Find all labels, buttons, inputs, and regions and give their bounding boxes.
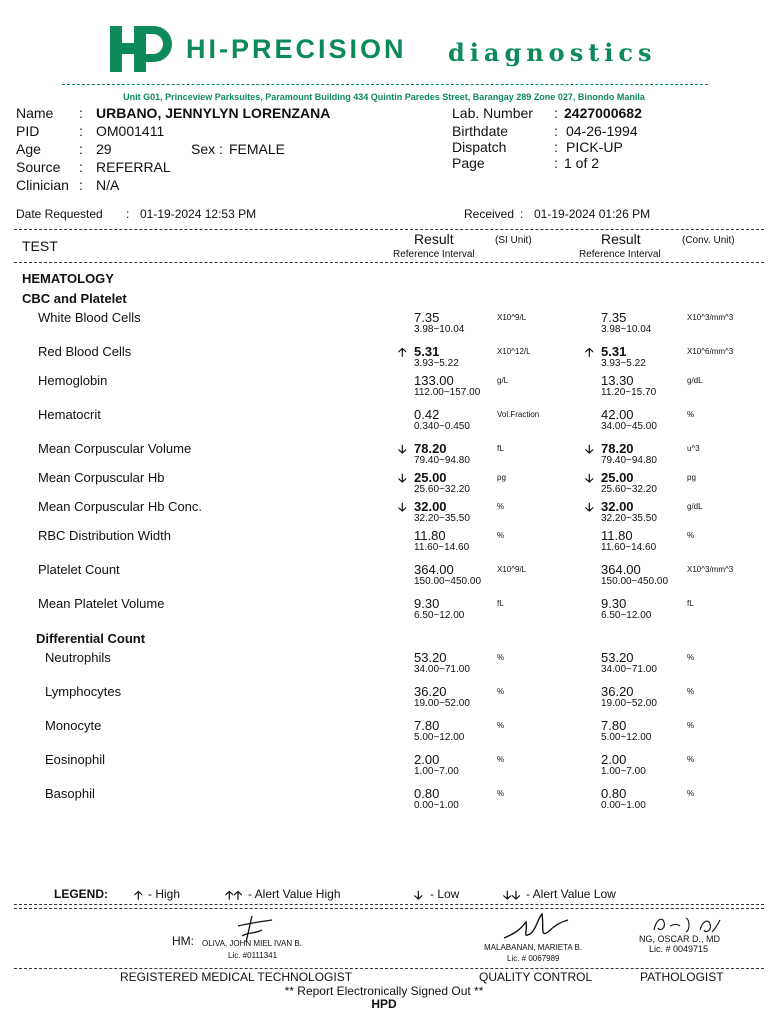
colon: :	[126, 207, 130, 221]
medtech-license: Lic. #0111341	[228, 951, 278, 960]
patient-sex: FEMALE	[229, 141, 286, 157]
test-name: Mean Corpuscular Hb Conc.	[38, 499, 203, 514]
si-reference-interval: 0.00~1.00	[414, 800, 459, 811]
test-name: RBC Distribution Width	[38, 528, 171, 543]
clinician-label: Clinician	[16, 177, 69, 193]
si-unit: g/L	[497, 376, 509, 385]
conv-ref-header: Reference Interval	[579, 249, 661, 260]
conv-result-value: 5.31	[601, 344, 627, 359]
test-name: Mean Corpuscular Volume	[38, 441, 192, 456]
lab-address: Unit G01, Princeview Parksuites, Paramount Building 434 Quintin Paredes Street, Barangay 289 Zone 027, Binondo Manila	[123, 92, 645, 102]
birthdate: 04-26-1994	[566, 123, 638, 139]
si-reference-interval: 34.00~71.00	[414, 664, 470, 675]
conv-reference-interval: 3.93~5.22	[601, 358, 646, 369]
medtech-role: REGISTERED MEDICAL TECHNOLOGIST	[120, 970, 353, 984]
conv-reference-interval: 32.20~35.50	[601, 513, 657, 524]
si-reference-interval: 112.00~157.00	[414, 387, 481, 398]
conv-reference-interval: 150.00~450.00	[601, 576, 669, 587]
si-unit-header: (SI Unit)	[495, 235, 532, 246]
birthdate-label: Birthdate	[452, 123, 509, 139]
section-cbc: CBC and Platelet	[22, 291, 127, 306]
conv-result-value: 25.00	[601, 470, 634, 485]
si-reference-interval: 19.00~52.00	[414, 698, 470, 709]
test-name: Mean Platelet Volume	[38, 596, 165, 611]
sex-label: Sex :	[191, 141, 223, 157]
conv-unit-header: (Conv. Unit)	[682, 235, 735, 246]
conv-reference-interval: 11.60~14.60	[601, 542, 657, 553]
si-unit: %	[497, 502, 505, 511]
colon: :	[554, 123, 558, 139]
medtech-name: OLIVA, JOHN MIEL IVAN B.	[202, 939, 302, 948]
pathologist-license: Lic. # 0049715	[649, 944, 709, 954]
si-result-value: 364.00	[414, 562, 454, 577]
test-name: Basophil	[45, 786, 95, 801]
si-result-value: 5.31	[414, 344, 440, 359]
conv-result-value: 53.20	[601, 650, 634, 665]
si-unit: X10^12/L	[497, 347, 531, 356]
conv-unit: X10^6/mm^3	[687, 347, 734, 356]
test-name: Lymphocytes	[45, 684, 122, 699]
lab-number: 2427000682	[564, 105, 642, 121]
colon: :	[79, 105, 83, 121]
received-label: Received	[464, 207, 515, 221]
conv-result-value: 32.00	[601, 499, 634, 514]
pathologist-role: PATHOLOGIST	[640, 970, 724, 984]
conv-reference-interval: 3.98~10.04	[601, 324, 652, 335]
conv-reference-interval: 34.00~71.00	[601, 664, 657, 675]
age-label: Age	[16, 141, 41, 157]
conv-result-value: 7.35	[601, 310, 627, 325]
table-header-divider	[14, 262, 764, 263]
legend-alert-low: - Alert Value Low	[526, 887, 616, 901]
si-reference-interval: 11.60~14.60	[414, 542, 470, 553]
conv-unit: %	[687, 653, 695, 662]
brand-name: HI-PRECISION	[186, 34, 407, 64]
si-reference-interval: 0.340~0.450	[414, 421, 470, 432]
colon: :	[520, 207, 524, 221]
footer-code: HPD	[371, 997, 397, 1011]
si-reference-interval: 79.40~94.80	[414, 455, 470, 466]
conv-unit: X10^3/mm^3	[687, 565, 734, 574]
conv-result-value: 0.80	[601, 786, 627, 801]
conv-unit: fL	[687, 599, 694, 608]
low-flag-icon: 🡣	[585, 442, 594, 456]
si-unit: fL	[497, 444, 504, 453]
si-result-value: 11.80	[414, 528, 446, 543]
pathologist-signature	[650, 912, 722, 936]
conv-reference-interval: 1.00~7.00	[601, 766, 646, 777]
lab-number-label: Lab. Number	[452, 105, 533, 121]
si-result-header: Result	[414, 231, 454, 247]
conv-unit: pg	[687, 473, 696, 482]
conv-unit: %	[687, 789, 695, 798]
page-number: 1 of 2	[564, 155, 600, 171]
si-unit: fL	[497, 599, 504, 608]
low-flag-icon: 🡣	[585, 471, 594, 485]
si-unit: %	[497, 721, 505, 730]
received-date: 01-19-2024 01:26 PM	[534, 207, 651, 221]
high-arrow-icon: 🡡	[134, 888, 143, 902]
patient-age: 29	[96, 141, 112, 157]
legend-high: - High	[148, 887, 181, 901]
conv-result-header: Result	[601, 231, 641, 247]
colon: :	[554, 139, 558, 155]
colon: :	[554, 155, 558, 171]
low-arrow-icon: 🡣	[414, 888, 423, 902]
si-result-value: 78.20	[414, 441, 447, 456]
dispatch-label: Dispatch	[452, 139, 507, 155]
si-unit: %	[497, 531, 505, 540]
conv-result-value: 11.80	[601, 528, 633, 543]
test-name: Red Blood Cells	[38, 344, 132, 359]
pathologist-name: NG, OSCAR D., MD	[639, 934, 721, 944]
si-reference-interval: 1.00~7.00	[414, 766, 459, 777]
si-reference-interval: 5.00~12.00	[414, 732, 465, 743]
conv-reference-interval: 6.50~12.00	[601, 610, 652, 621]
colon: :	[79, 159, 83, 175]
si-reference-interval: 3.98~10.04	[414, 324, 465, 335]
si-reference-interval: 150.00~450.00	[414, 576, 482, 587]
si-result-value: 133.00	[414, 373, 454, 388]
header-divider	[62, 84, 708, 85]
test-name: White Blood Cells	[38, 310, 141, 325]
si-reference-interval: 32.20~35.50	[414, 513, 470, 524]
si-reference-interval: 3.93~5.22	[414, 358, 459, 369]
test-name: Hemoglobin	[38, 373, 108, 388]
test-name: Monocyte	[45, 718, 102, 733]
conv-unit: X10^3/mm^3	[687, 313, 734, 322]
conv-result-value: 2.00	[601, 752, 627, 767]
conv-result-value: 9.30	[601, 596, 627, 611]
si-unit: %	[497, 653, 505, 662]
test-name: Neutrophils	[45, 650, 111, 665]
conv-result-value: 36.20	[601, 684, 634, 699]
electronic-signature-note: ** Report Electronically Signed Out **	[284, 984, 484, 998]
si-result-value: 36.20	[414, 684, 447, 699]
conv-unit: %	[687, 755, 695, 764]
conv-reference-interval: 0.00~1.00	[601, 800, 646, 811]
si-result-value: 0.42	[414, 407, 440, 422]
si-result-value: 0.80	[414, 786, 440, 801]
conv-reference-interval: 79.40~94.80	[601, 455, 657, 466]
conv-reference-interval: 11.20~15.70	[601, 387, 657, 398]
name-label: Name	[16, 105, 54, 121]
low-flag-icon: 🡣	[398, 500, 407, 514]
section-differential: Differential Count	[36, 631, 146, 646]
si-result-value: 2.00	[414, 752, 440, 767]
si-result-value: 9.30	[414, 596, 440, 611]
pid-label: PID	[16, 123, 40, 139]
si-result-value: 25.00	[414, 470, 447, 485]
conv-unit: g/dL	[687, 376, 703, 385]
si-unit: %	[497, 755, 505, 764]
hm-label: HM:	[172, 934, 194, 948]
conv-reference-interval: 34.00~45.00	[601, 421, 657, 432]
alert-low-arrow-icon: 🡣🡣	[503, 888, 521, 902]
signature-divider	[14, 968, 764, 969]
hpd-logo-icon	[108, 24, 172, 74]
si-unit: %	[497, 789, 505, 798]
conv-result-value: 13.30	[601, 373, 634, 388]
conv-unit: u^3	[687, 444, 700, 453]
si-reference-interval: 6.50~12.00	[414, 610, 465, 621]
si-reference-interval: 25.60~32.20	[414, 484, 470, 495]
legend-divider-1	[14, 904, 764, 905]
low-flag-icon: 🡣	[585, 500, 594, 514]
conv-reference-interval: 25.60~32.20	[601, 484, 657, 495]
si-unit: pg	[497, 473, 506, 482]
si-unit: %	[497, 687, 505, 696]
page-label: Page	[452, 155, 485, 171]
legend-alert-high: - Alert Value High	[248, 887, 341, 901]
test-name: Mean Corpuscular Hb	[38, 470, 165, 485]
si-unit: X10^9/L	[497, 565, 527, 574]
test-name: Platelet Count	[38, 562, 120, 577]
legend-title: LEGEND:	[54, 887, 108, 901]
patient-pid: OM001411	[96, 123, 165, 139]
colon: :	[554, 105, 558, 121]
conv-unit: %	[687, 721, 695, 730]
conv-result-value: 364.00	[601, 562, 641, 577]
conv-reference-interval: 19.00~52.00	[601, 698, 657, 709]
test-column-header: TEST	[22, 238, 58, 254]
test-name: Hematocrit	[38, 407, 101, 422]
conv-reference-interval: 5.00~12.00	[601, 732, 652, 743]
colon: :	[79, 177, 83, 193]
alert-high-arrow-icon: 🡡🡡	[225, 888, 243, 902]
source-label: Source	[16, 159, 61, 175]
table-top-divider	[14, 229, 764, 230]
qc-license: Lic. # 0067989	[507, 954, 560, 963]
conv-unit: %	[687, 687, 695, 696]
conv-result-value: 42.00	[601, 407, 634, 422]
si-result-value: 53.20	[414, 650, 447, 665]
si-unit: Vol.Fraction	[497, 410, 540, 419]
qc-signature	[500, 908, 572, 946]
low-flag-icon: 🡣	[398, 442, 407, 456]
section-hematology: HEMATOLOGY	[22, 271, 114, 286]
qc-name: MALABANAN, MARIETA B.	[484, 943, 583, 952]
date-requested-label: Date Requested	[16, 207, 103, 221]
conv-unit: %	[687, 410, 695, 419]
high-flag-icon: 🡡	[585, 345, 594, 359]
conv-unit: g/dL	[687, 502, 703, 511]
si-ref-header: Reference Interval	[393, 249, 475, 260]
low-flag-icon: 🡣	[398, 471, 407, 485]
patient-name: URBANO, JENNYLYN LORENZANA	[96, 105, 331, 121]
legend-divider-2	[14, 908, 764, 909]
si-unit: X10^9/L	[497, 313, 527, 322]
qc-role: QUALITY CONTROL	[479, 970, 593, 984]
brand-subtitle: diagnostics	[448, 38, 657, 67]
dispatch: PICK-UP	[566, 139, 623, 155]
colon: :	[79, 123, 83, 139]
conv-result-value: 78.20	[601, 441, 634, 456]
test-name: Eosinophil	[45, 752, 105, 767]
conv-result-value: 7.80	[601, 718, 627, 733]
date-requested: 01-19-2024 12:53 PM	[140, 207, 257, 221]
si-result-value: 7.35	[414, 310, 440, 325]
si-result-value: 32.00	[414, 499, 447, 514]
legend-low: - Low	[430, 887, 460, 901]
conv-unit: %	[687, 531, 695, 540]
high-flag-icon: 🡡	[398, 345, 407, 359]
patient-source: REFERRAL	[96, 159, 171, 175]
si-result-value: 7.80	[414, 718, 440, 733]
colon: :	[79, 141, 83, 157]
patient-clinician: N/A	[96, 177, 120, 193]
